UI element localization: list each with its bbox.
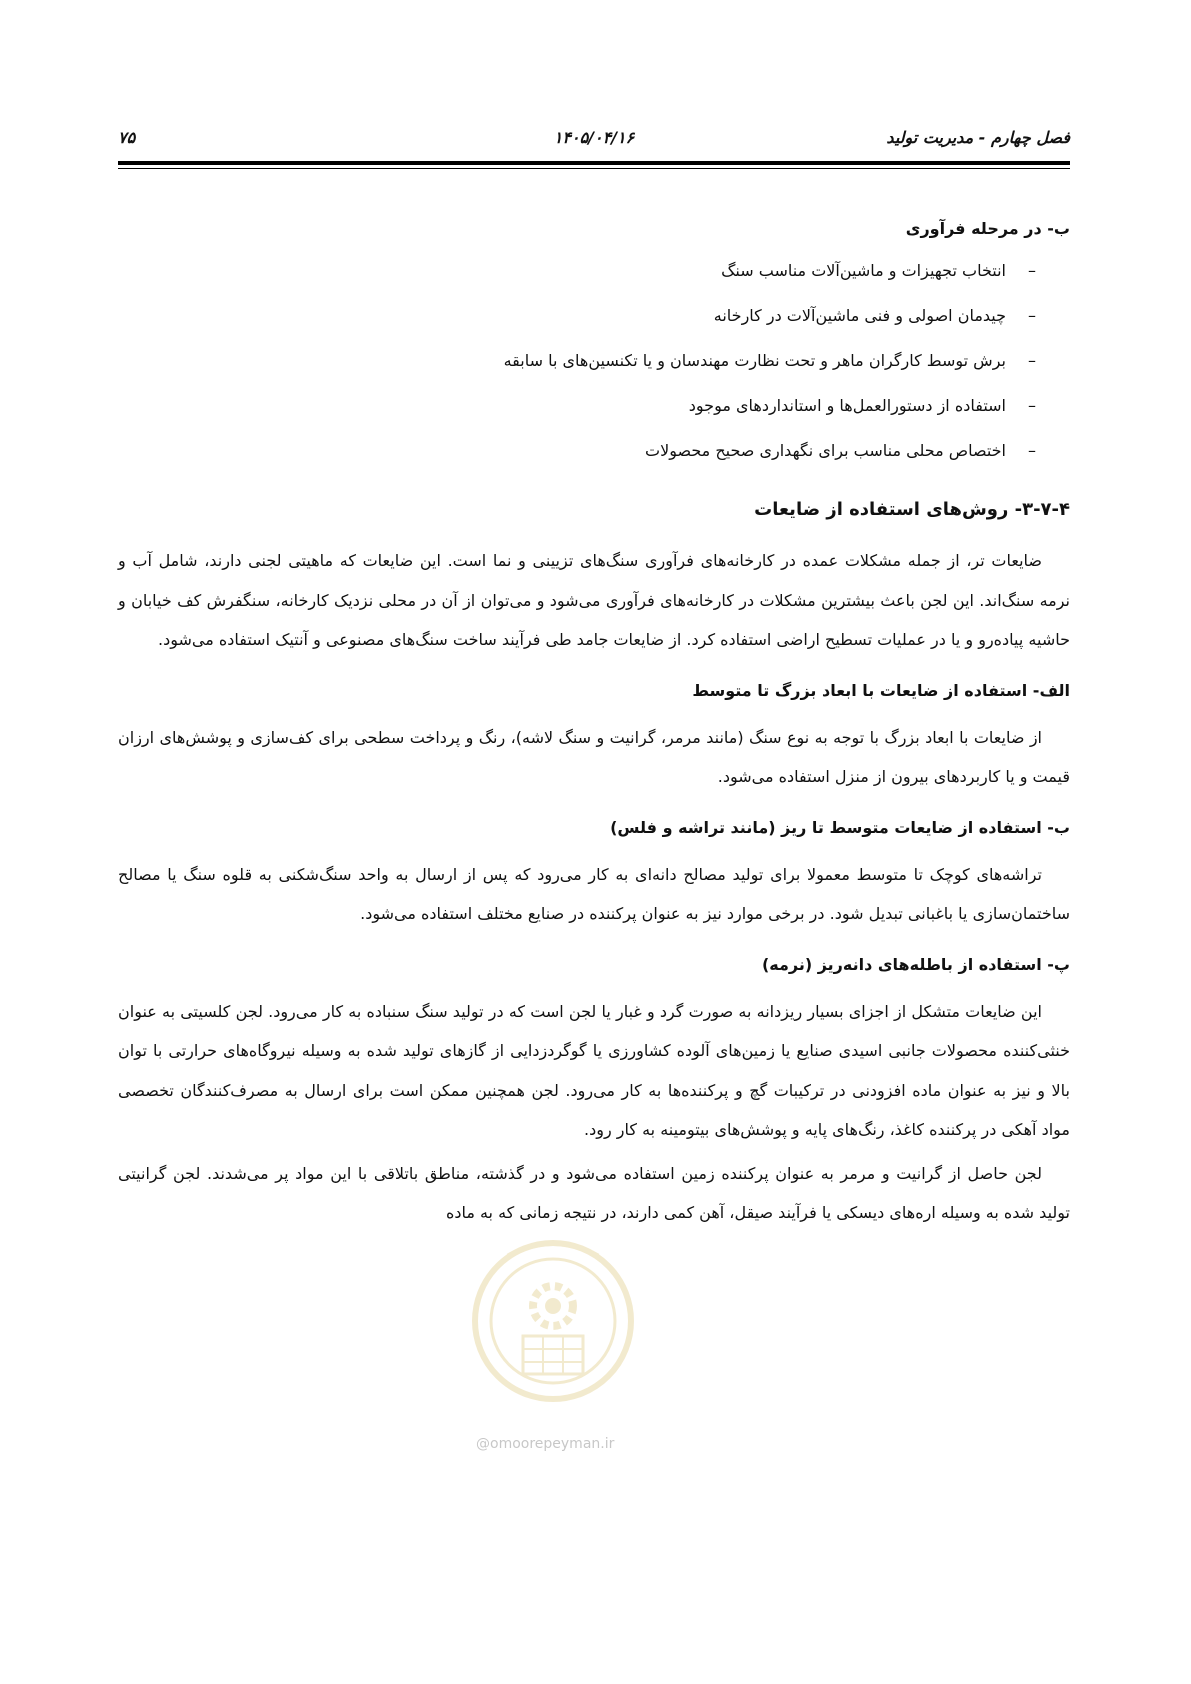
- list-item: – انتخاب تجهیزات و ماشین‌آلات مناسب سنگ: [118, 248, 1036, 293]
- chapter-title: فصل چهارم - مدیریت تولید: [886, 128, 1070, 147]
- dash-bullet: –: [1028, 396, 1036, 415]
- paragraph-be: تراشه‌های کوچک تا متوسط معمولا برای تولید مصالح دانه‌ای به کار می‌رود که پس از ارسال به واحد سنگ‌شکنی به قلوه سنگ یا مصالح ساختمان‌سازی یا باغبانی تبدیل شود. در برخی موارد نیز به عنوان پرکننده در صنایع مختلف استفاده می‌شود.: [118, 864, 1070, 923]
- list-item: – استفاده از دستورالعمل‌ها و استانداردهای موجود: [118, 383, 1036, 428]
- header-rule-thin: [118, 168, 1070, 169]
- section-heading-waste-methods: ۳-۷-۴- روش‌های استفاده از ضایعات: [754, 499, 1070, 520]
- page-body: [118, 214, 1070, 1233]
- running-header: [118, 128, 1070, 154]
- processing-list: [118, 248, 1070, 473]
- list-item: – برش توسط کارگران ماهر و تحت نظارت مهندسان و یا تکنسین‌های با سابقه: [118, 338, 1036, 383]
- paragraph-waste-intro: ضایعات تر، از جمله مشکلات عمده در کارخانه‌های فرآوری سنگ‌های تزیینی و نما است. این ضایعات که ماهیتی لجنی دارند، شامل آب و نرمه سنگ‌اند. این لجن باعث بیشترین مشکلات در کارخانه‌های فرآوری می‌شود و می‌توان از آن در محلی نزدیک کارخانه، سنگفرش کف خیابان و حاشیه پیاده‌رو و یا در عملیات تسطیح اراضی استفاده کرد. از ضایعات جامد طی فرآیند ساخت سنگ‌های مصنوعی و آنتیک استفاده می‌شود.: [118, 551, 1070, 649]
- list-item: – اختصاص محلی مناسب برای نگهداری صحیح محصولات: [118, 428, 1036, 473]
- list-item: – چیدمان اصولی و فنی ماشین‌آلات در کارخانه: [118, 293, 1036, 338]
- subheading-pe: پ- استفاده از باطله‌های دانه‌ریز (نرمه): [761, 954, 1070, 974]
- subheading-alef: الف- استفاده از ضایعات با ابعاد بزرگ تا متوسط: [692, 680, 1070, 700]
- watermark-logo-icon: [468, 1226, 638, 1416]
- subheading-be: ب- استفاده از ضایعات متوسط تا ریز (مانند تراشه و فلس): [610, 817, 1070, 837]
- dash-bullet: –: [1028, 441, 1036, 460]
- header-rule-thick: [118, 161, 1070, 165]
- dash-bullet: –: [1028, 261, 1036, 280]
- dash-bullet: –: [1028, 351, 1036, 370]
- page-number: ۷۵: [118, 128, 136, 147]
- header-date: ۱۴۰۵/۰۴/۱۶: [553, 128, 635, 147]
- paragraph-pe-1: این ضایعات متشکل از اجزای بسیار ریزدانه به صورت گرد و غبار یا لجن است که در تولید سنگ سنباده به کار می‌رود. لجن کلسیتی به عنوان خنثی‌کننده محصولات جانبی اسیدی صنایع یا زمین‌های آلوده کشاورزی یا گوگردزدایی از گازهای تولید شده به وسیله نیروگاه‌های حرارتی با توان بالا و نیز به عنوان ماده افزودنی در ترکیبات گچ و پرکننده‌ها به کار می‌رود. لجن همچنین ممکن است برای ارسال به مصرف‌کنندگان تخصصی مواد آهکی در پرکننده کاغذ، رنگ‌های پایه و پوشش‌های بیتومینه به کار رود.: [118, 1001, 1070, 1139]
- subheading-processing-stage: ب- در مرحله فرآوری: [905, 219, 1070, 238]
- paragraph-alef: از ضایعات با ابعاد بزرگ با توجه به نوع سنگ (مانند مرمر، گرانیت و سنگ لاشه)، رنگ و پرداخت سطحی برای کف‌سازی و پوشش‌های ارزان قیمت و یا کاربردهای بیرون از منزل استفاده می‌شود.: [118, 727, 1070, 786]
- dash-bullet: –: [1028, 306, 1036, 325]
- watermark-url: @omoorepeyman.ir: [476, 1436, 615, 1452]
- paragraph-pe-2: لجن حاصل از گرانیت و مرمر به عنوان پرکننده زمین استفاده می‌شود و در گذشته، مناطق باتلاقی با این مواد پر می‌شدند. لجن گرانیتی تولید شده به وسیله اره‌های دیسکی یا فرآیند صیقل، آهن کمی دارند، در نتیجه زمانی که به ماده: [118, 1163, 1070, 1222]
